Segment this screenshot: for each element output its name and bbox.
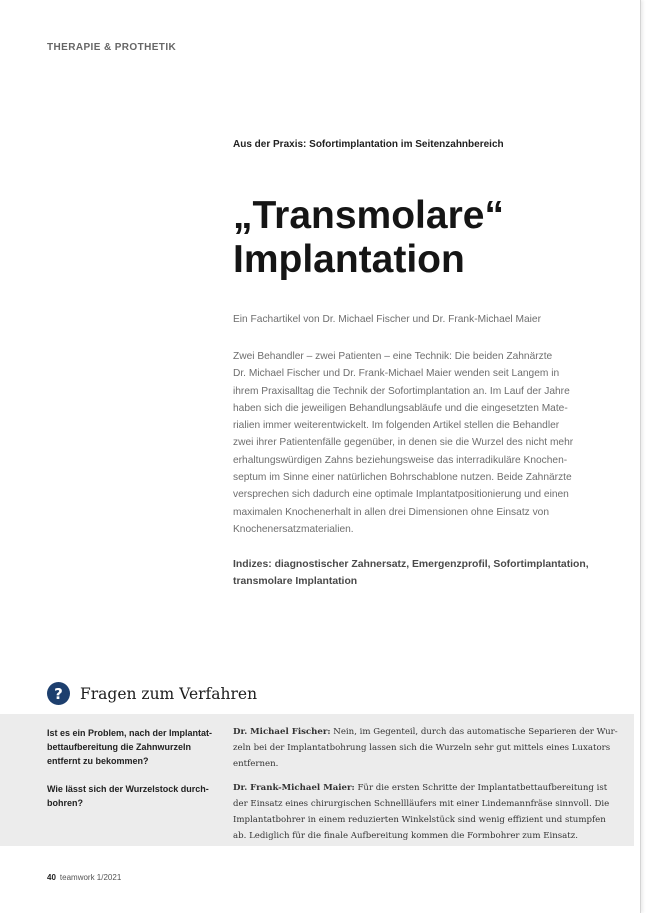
keywords [233, 556, 589, 591]
answer-speaker: Dr. Michael Fischer: [233, 727, 331, 737]
keywords-line: transmolare Implantation [233, 576, 358, 588]
article-kicker: Aus der Praxis: Sofortimplantation im Seitenzahnbereich [233, 139, 504, 150]
answer-text: Für die ersten Schritte der Implantatbettaufbereitung ist [354, 783, 608, 793]
issue-label: teamwork 1/2021 [59, 873, 122, 882]
abstract-line: haben sich die jeweiligen Behandlungsabläufe und die eingesetzten Mate- [233, 402, 568, 414]
title-line-1: „Transmolare“ [233, 194, 504, 237]
abstract-line: ihrem Praxisalltag die Technik der Sofortimplantation an. Im Lauf der Jahre [233, 385, 570, 397]
question-line: bohren? [47, 798, 83, 808]
keywords-line: Indizes: diagnostischer Zahnersatz, Emergenzprofil, Sofortimplantation, [233, 559, 589, 570]
faq-header [47, 682, 257, 705]
answer-line [233, 780, 608, 796]
faq-title: Fragen zum Verfahren [80, 684, 258, 703]
question-line: entfernt zu bekommen? [47, 756, 149, 766]
answer-text: Nein, im Gegenteil, durch das automatische Separieren der Wur- [330, 727, 618, 737]
abstract-line: Knochenersatzmaterialien. [233, 523, 354, 535]
page-footer [47, 873, 121, 882]
faq-question-2 [47, 782, 209, 810]
faq-question-1 [47, 726, 212, 768]
faq-answer-1 [233, 724, 618, 772]
article-title [233, 194, 504, 282]
abstract-line: zwei ihrer Patientenfälle gegenüber, in denen sie die Wurzel des nicht mehr [233, 437, 574, 449]
abstract-line: rialien immer weiterentwickelt. Im folgenden Artikel stellen die Behandler [233, 420, 560, 432]
question-line: bettaufbereitung die Zahnwurzeln [47, 742, 192, 752]
answer-line: zeln bei der Implantatbohrung lassen sich die Wurzeln sehr gut mittels eines Luxators [233, 743, 611, 753]
answer-speaker: Dr. Frank-Michael Maier: [233, 783, 355, 793]
abstract-line: erhaltungswürdigen Zahns beziehungsweise das interradikuläre Knochen- [233, 454, 568, 466]
byline: Ein Fachartikel von Dr. Michael Fischer und Dr. Frank-Michael Maier [233, 314, 541, 325]
question-mark-icon: ? [47, 682, 70, 705]
answer-line: entfernen. [233, 759, 279, 769]
abstract-line: maximalen Knochenerhalt in allen drei Dimensionen ohne Einsatz von [233, 506, 549, 518]
question-line: Ist es ein Problem, nach der Implantat- [47, 728, 213, 738]
abstract-line: versprechen sich dadurch eine optimale Implantatpositionierung und einen [233, 489, 569, 501]
faq-answer-2 [233, 780, 610, 844]
answer-line: der Einsatz eines chirurgischen Schnellläufers mit einer Lindemannfräse sinnvoll. Die [233, 799, 610, 809]
abstract-line: Dr. Michael Fischer und Dr. Frank-Michael Maier wenden seit Langem in [233, 368, 560, 380]
page-number: 40 [47, 873, 56, 882]
answer-line: ab. Lediglich für die finale Aufbereitung kommen die Formbohrer zum Einsatz. [233, 831, 579, 841]
section-label: THERAPIE & PROTHETIK [47, 42, 177, 53]
abstract-line: Zwei Behandler – zwei Patienten – eine Technik: Die beiden Zahnärzte [233, 351, 553, 362]
abstract-line: septum im Sinne einer natürlichen Bohrschablone nutzen. Beide Zahnärzte [233, 472, 572, 484]
title-line-2: Implantation [233, 238, 465, 281]
answer-line: Implantatbohrer in einem reduzierten Winkelstück sind wenig effizient und stumpfen [233, 815, 606, 825]
question-line: Wie lässt sich der Wurzelstock durch- [47, 784, 209, 794]
abstract [233, 348, 593, 538]
answer-line [233, 724, 618, 740]
